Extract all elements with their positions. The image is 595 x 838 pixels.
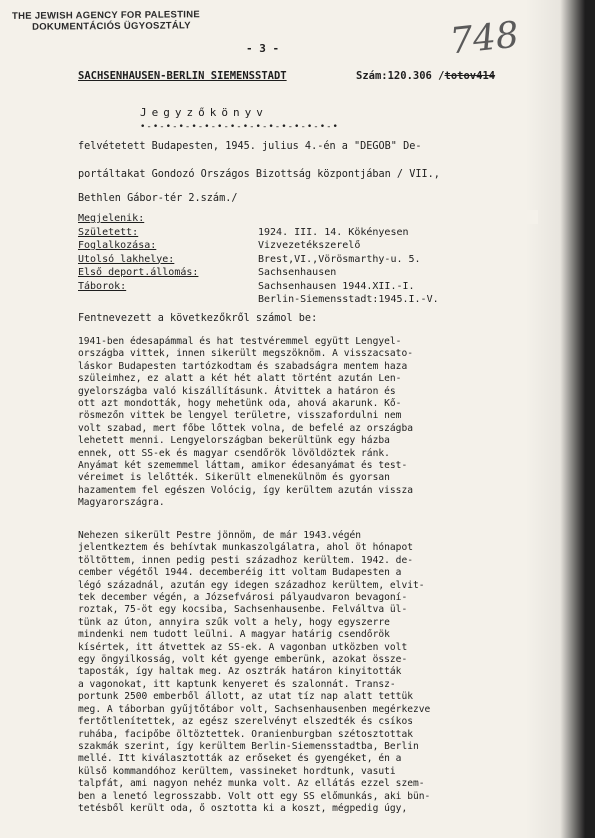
text-line: ennek, ott SS-ek és magyar csendőrök lövöldöztek ránk.: [78, 447, 390, 459]
text-line: taposták, így haltak meg. Az osztrák határon kinyitották: [78, 666, 402, 678]
text-line: volt szabad, mert főbe lőttek volna, de befelé az országba: [78, 422, 414, 434]
text-line: véreimet is lelőtték. Sikerült elmenekülnöm és gyorsan: [78, 472, 390, 484]
field-value: Brest,VI.,Vörösmarthy-u. 5.: [258, 253, 421, 265]
field-value: 1924. III. 14. Kökényesen: [258, 226, 409, 238]
text-line: jelentkeztem és behívtak munkaszolgálatra, ahol öt hónapot: [78, 542, 414, 554]
document-title: Jegyzőkönyv: [140, 106, 268, 119]
field-value: Sachsenhausen: [258, 267, 337, 278]
field-label: Született:: [78, 226, 139, 238]
header-location: SACHSENHAUSEN-BERLIN SIEMENSSTADT: [78, 70, 287, 82]
field-labels: [78, 212, 258, 293]
handwritten-number: 748: [448, 14, 521, 63]
field-label: Megjelenik:: [78, 213, 145, 224]
testimony-paragraph-2: [78, 530, 528, 815]
field-label: Első deport.állomás:: [78, 267, 199, 278]
header-number: [356, 70, 495, 82]
text-line: ott azt mondották, hogy mehetünk oda, ahová akarunk. Kő-: [78, 398, 402, 410]
field-label: Foglalkozása:: [78, 240, 157, 251]
testimony-paragraph-1: [78, 336, 528, 510]
title-underline: •-•-•-•-•-•-•-•-•-•-•-•-•-•-•-•: [140, 122, 339, 132]
record-number: Szám:120.306 /: [356, 70, 445, 82]
text-line: ben a lenetó legrosszabb. Volt ott egy SS előmunkás, aki bün-: [78, 790, 431, 802]
text-line: roztak, 75-öt egy kocsiba, Sachsenhausenbe. Felváltva ül-: [78, 604, 408, 616]
struck-number: totov414: [444, 70, 496, 82]
text-line: Nehezen sikerült Pestre jönnöm, de már 1943.végén: [78, 530, 362, 541]
text-line: országba vittek, innen sikerült megszöknöm. A visszacsato-: [78, 348, 414, 360]
text-line: fertőtlenítettek, az egész szerelvényt elszedték és csíkos: [78, 716, 414, 728]
text-line: Magyarországra.: [78, 497, 165, 509]
text-line: rösmezőn vittek be lengyel területre, visszafordulni nem: [78, 410, 402, 422]
field-value: [258, 212, 518, 226]
text-line: szüleimhez, ez alatt a két hét alatt történt azután Len-: [78, 373, 402, 385]
text-line: cember végétől 1944. decemberéig itt voltam Budapesten a: [78, 567, 402, 579]
text-line: portunk 2500 emberből állott, az utat tíz nap alatt tettük: [78, 691, 414, 703]
text-line: tünk az úton, annyira szűk volt a hely, hogy egyszerre: [78, 616, 390, 628]
stamp-line-1: THE JEWISH AGENCY FOR PALESTINE: [11, 9, 201, 22]
text-line: 1941-ben édesapámmal és hat testvéremmel együtt Lengyel-: [78, 336, 402, 347]
text-line: mellé. Itt kiválasztották az erőseket és gyengéket, én a: [78, 753, 402, 765]
text-line: légó századnál, azután egy idegen századhoz kerültem, elvit-: [78, 579, 425, 591]
field-values: [258, 212, 518, 307]
field-label: Táborok:: [78, 280, 127, 292]
text-line: mindenki nem tudott leülni. A magyar határig csendőrök: [78, 629, 390, 641]
text-line: szakmák szerint, így kerültem Berlin-Siemensstadtba, Berlin: [78, 740, 419, 752]
text-line: gyelországba való kiszállításunk. Átvittek a határon és: [78, 385, 396, 397]
text-line: egy öngyilkosság, volt két gyenge emberünk, azokat össze-: [78, 654, 408, 666]
text-line: ruhába, facipőbe öltöztettek. Oranienburgban szétosztottak: [78, 728, 414, 740]
text-line: töltöttem, innen pedig pesti századhoz kerültem. 1942. de-: [78, 554, 414, 566]
intro-line-3: Bethlen Gábor-tér 2.szám./: [78, 193, 238, 204]
intro-line-1: felvétetett Budapesten, 1945. julius 4.-én a "DEGOB" De-: [78, 141, 422, 152]
intro-line-2: portáltakat Gondozó Országos Bizottság központjában / VII.,: [78, 169, 440, 180]
text-line: Anyámat két szememmel láttam, amikor édesanyámat és test-: [78, 460, 408, 472]
document-header: [78, 70, 518, 82]
field-value: Sachsenhausen 1944.XII.-I.: [258, 280, 415, 292]
text-line: tetésből került oda, ő osztotta ki a koszt, mégpedig úgy,: [78, 802, 408, 814]
stamp-line-2: DOKUMENTÁCIÓS ÜGYOSZTÁLY: [32, 20, 191, 33]
report-intro: Fentnevezett a következőkről számol be:: [78, 313, 318, 324]
text-line: lehetett menni. Lengyelországban bekerültünk egy házba: [78, 435, 390, 447]
field-value: Berlin-Siemensstadt:1945.I.-V.: [258, 294, 439, 305]
text-line: a vagonokat, itt kaptunk kenyeret és szalonnát. Transz-: [78, 678, 396, 690]
text-line: hazamentem fel egészen Volócig, így kerültem azután vissza: [78, 484, 414, 496]
page-number: - 3 -: [246, 42, 280, 55]
scan-page-edge: [525, 0, 595, 838]
archive-stamp: [12, 9, 212, 33]
field-label: Utolsó lakhelye:: [78, 253, 175, 265]
text-line: kísértek, itt átvettek az SS-ek. A vagonban utközben volt: [78, 641, 408, 653]
text-line: láskor Budapesten tartózkodtam és szabadságra mentem haza: [78, 360, 408, 372]
text-line: talpfát, ami nagyon nehéz munka volt. Az ellátás ezzel szem-: [78, 778, 425, 790]
text-line: tek december végén, a Józsefvárosi pályaudvaron bevagoní-: [78, 592, 408, 604]
text-line: meg. A táborban gyűjtőtábor volt, Sachsenhausenben megérkezve: [78, 703, 431, 715]
text-line: külső kommandóhoz kerültem, vassineket hordtunk, vasuti: [78, 765, 396, 777]
field-value: Vizvezetékszerelő: [258, 240, 361, 251]
